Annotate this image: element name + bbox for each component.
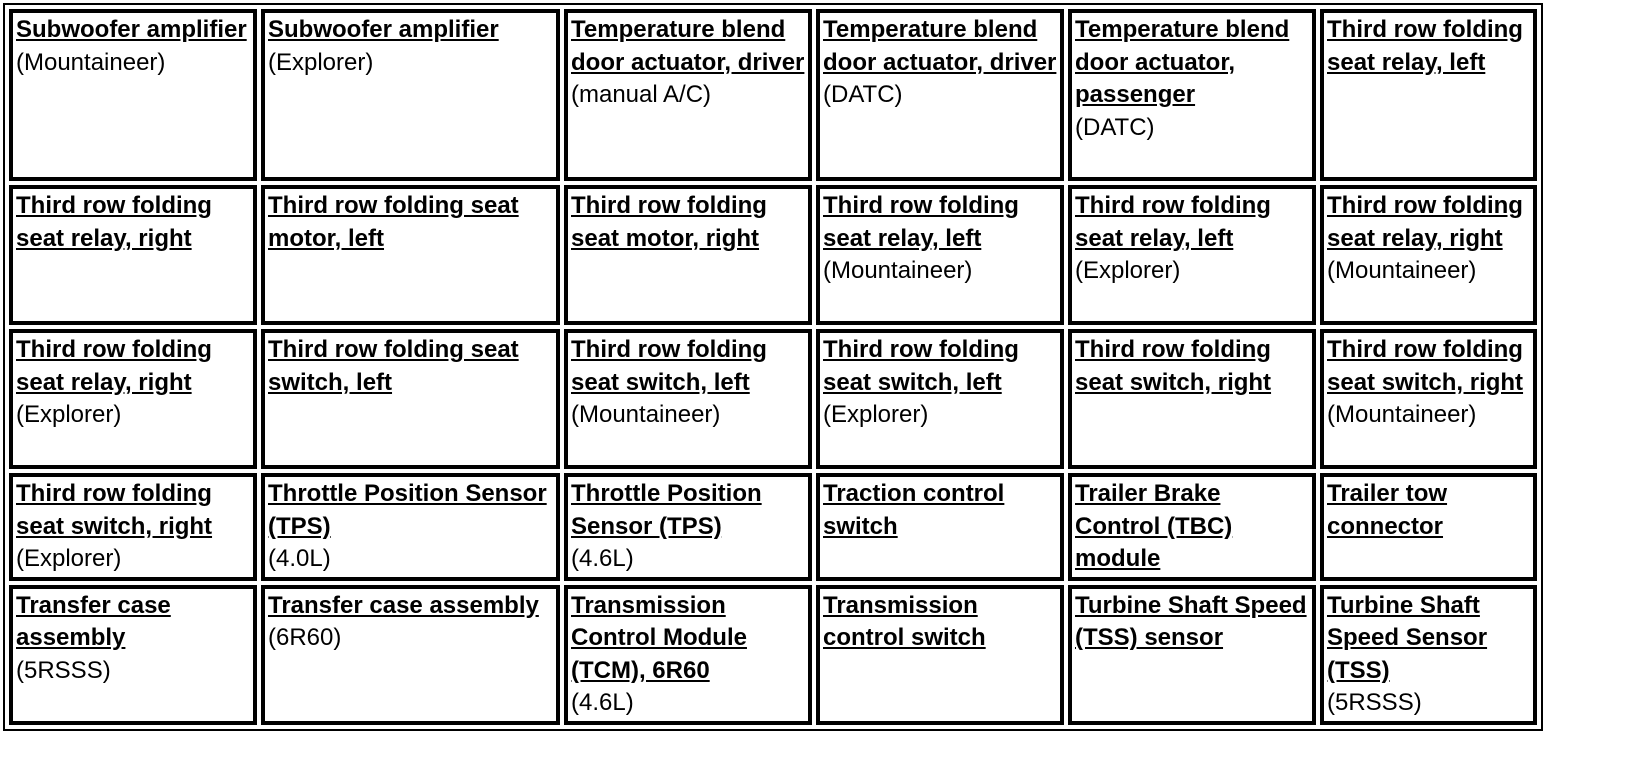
component-note: (Mountaineer) [1327,401,1477,429]
component-link[interactable]: Transfer case assembly [16,591,171,652]
table-cell [261,9,560,181]
component-note: (Explorer) [16,401,122,429]
component-link[interactable]: Trailer tow connector [1327,480,1448,540]
component-link[interactable]: Third row folding seat switch, right [1327,336,1524,396]
component-link[interactable]: Third row folding seat relay, left [1327,16,1523,76]
table-row [9,473,1537,581]
component-link[interactable]: Temperature blend door actuator, driver [823,16,1057,76]
table-cell [1068,585,1316,725]
component-note: (5RSSS) [16,656,111,684]
component-note: (DATC) [1075,113,1155,141]
component-link[interactable]: Third row folding seat relay, right [1327,192,1523,252]
component-note: (4.6L) [571,545,634,573]
component-note: (Mountaineer) [823,257,973,285]
table-cell [1320,585,1537,725]
component-note: (Mountaineer) [571,401,721,429]
component-link[interactable]: Transmission control switch [823,591,986,652]
table-cell [9,473,257,581]
component-link[interactable]: Third row folding seat relay, left [1075,192,1271,252]
component-note: (Mountaineer) [1327,257,1477,285]
component-note: (DATC) [823,81,903,108]
table-cell [1068,473,1316,581]
table-cell [564,329,812,469]
component-link[interactable]: Turbine Shaft Speed Sensor (TSS) [1327,591,1488,684]
table-cell [9,585,257,725]
table-row [9,585,1537,725]
component-link[interactable]: Subwoofer amplifier [16,16,247,43]
table-cell [1320,329,1537,469]
table-cell [816,185,1064,325]
table-cell [1068,9,1316,181]
table-row [9,9,1537,181]
component-note: (4.6L) [571,689,634,717]
component-link[interactable]: Third row folding seat switch, left [268,336,519,396]
table-cell [1068,185,1316,325]
component-note: (manual A/C) [571,81,712,108]
component-link[interactable]: Third row folding seat switch, right [1075,336,1272,396]
component-note: (Explorer) [16,545,122,573]
component-link[interactable]: Transfer case assembly [268,591,539,619]
component-note: (5RSSS) [1327,689,1422,717]
component-link[interactable]: Third row folding seat motor, right [571,192,767,252]
table-cell [564,185,812,325]
component-link[interactable]: Temperature blend door actuator, driver [571,16,805,76]
table-cell [261,473,560,581]
table-cell [564,9,812,181]
component-note: (Explorer) [268,48,374,76]
table-row [9,185,1537,325]
table-cell [9,185,257,325]
component-link[interactable]: Subwoofer amplifier [268,16,499,43]
component-link[interactable]: Traction control switch [823,480,1005,540]
component-note: (Mountaineer) [16,48,166,76]
table-cell [816,585,1064,725]
component-link[interactable]: Temperature blend door actuator, passenger [1075,16,1290,108]
table-cell [261,585,560,725]
component-link[interactable]: Third row folding seat switch, left [571,336,767,396]
component-note: (Explorer) [1075,257,1181,285]
component-link[interactable]: Throttle Position Sensor (TPS) [268,480,547,540]
component-link[interactable]: Third row folding seat relay, right [16,192,212,252]
table-cell [816,9,1064,181]
component-index-table [3,3,1543,731]
component-link[interactable]: Trailer Brake Control (TBC) module [1075,480,1233,573]
component-note: (4.0L) [268,545,331,573]
table-cell [1320,185,1537,325]
table-cell [1320,473,1537,581]
component-link[interactable]: Third row folding seat relay, left [823,192,1019,252]
component-link[interactable]: Transmission Control Module (TCM), 6R60 [571,591,747,684]
component-note: (6R60) [268,624,342,652]
table-cell [564,585,812,725]
table-cell [816,329,1064,469]
component-link[interactable]: Turbine Shaft Speed (TSS) sensor [1075,591,1307,652]
table-cell [9,9,257,181]
table-cell [261,329,560,469]
component-link[interactable]: Third row folding seat switch, left [823,336,1019,396]
component-link[interactable]: Third row folding seat relay, right [16,336,212,396]
table-cell [1320,9,1537,181]
table-cell [1068,329,1316,469]
table-cell [9,329,257,469]
table-cell [564,473,812,581]
component-link[interactable]: Throttle Position Sensor (TPS) [571,480,762,540]
component-link[interactable]: Third row folding seat switch, right [16,480,213,540]
table-cell [261,185,560,325]
component-note: (Explorer) [823,401,929,429]
component-link[interactable]: Third row folding seat motor, left [268,192,519,252]
table-row [9,329,1537,469]
table-cell [816,473,1064,581]
